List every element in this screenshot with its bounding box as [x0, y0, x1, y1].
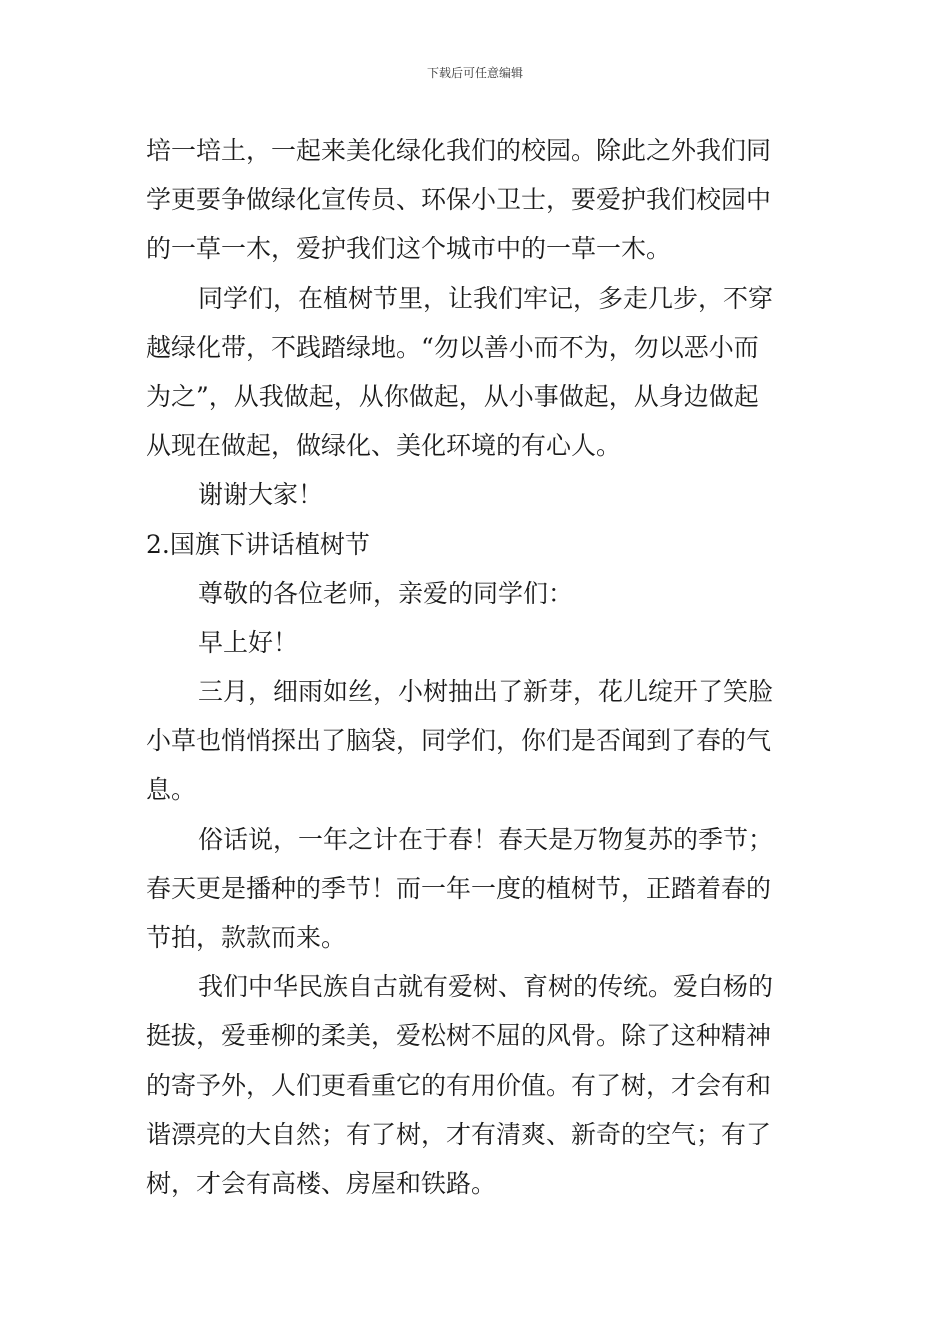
- text-line: 挺拔，爱垂柳的柔美，爱松树不屈的风骨。除了这种精神: [146, 1021, 772, 1051]
- text-line: 树，才会有高楼、房屋和铁路。: [146, 1168, 497, 1198]
- text-line: 越绿化带，不践踏绿地。“勿以善小而不为，勿以恶小而: [146, 332, 759, 362]
- text-line: 春天更是播种的季节！而一年一度的植树节，正踏着春的: [146, 873, 772, 903]
- text-line: 的一草一木，爱护我们这个城市中的一草一木。: [146, 234, 672, 264]
- text-line: 息。: [146, 775, 197, 805]
- text-line: 的寄予外，人们更看重它的有用价值。有了树，才会有和: [146, 1070, 772, 1100]
- text-line: 我们中华民族自古就有爱树、育树的传统。爱白杨的: [198, 972, 774, 1002]
- document-body: [146, 126, 811, 1208]
- section-heading: 2.国旗下讲话植树节: [146, 529, 370, 559]
- salutation: 尊敬的各位老师，亲爱的同学们：: [198, 578, 574, 608]
- closing-thanks: 谢谢大家！: [198, 480, 324, 510]
- text-line: 三月，细雨如丝，小树抽出了新芽，花儿绽开了笑脸: [198, 677, 774, 707]
- text-line: 小草也悄悄探出了脑袋，同学们，你们是否闻到了春的气: [146, 726, 772, 756]
- text-line: 同学们，在植树节里，让我们牢记，多走几步，不穿: [198, 283, 774, 313]
- text-line: 从现在做起，做绿化、美化环境的有心人。: [146, 431, 622, 461]
- text-line: 学更要争做绿化宣传员、环保小卫士，要爱护我们校园中: [146, 185, 772, 215]
- greeting: 早上好！: [198, 627, 299, 657]
- text-line: 培一培土，一起来美化绿化我们的校园。除此之外我们同: [146, 136, 772, 165]
- text-line: 谐漂亮的大自然；有了树，才有清爽、新奇的空气；有了: [146, 1119, 772, 1149]
- text-line: 为之”，从我做起，从你做起，从小事做起，从身边做起: [146, 381, 759, 411]
- page-header: 下载后可任意编辑: [426, 66, 523, 80]
- text-line: 俗话说，一年之计在于春！春天是万物复苏的季节；: [198, 824, 774, 854]
- text-line: 节拍，款款而来。: [146, 923, 347, 952]
